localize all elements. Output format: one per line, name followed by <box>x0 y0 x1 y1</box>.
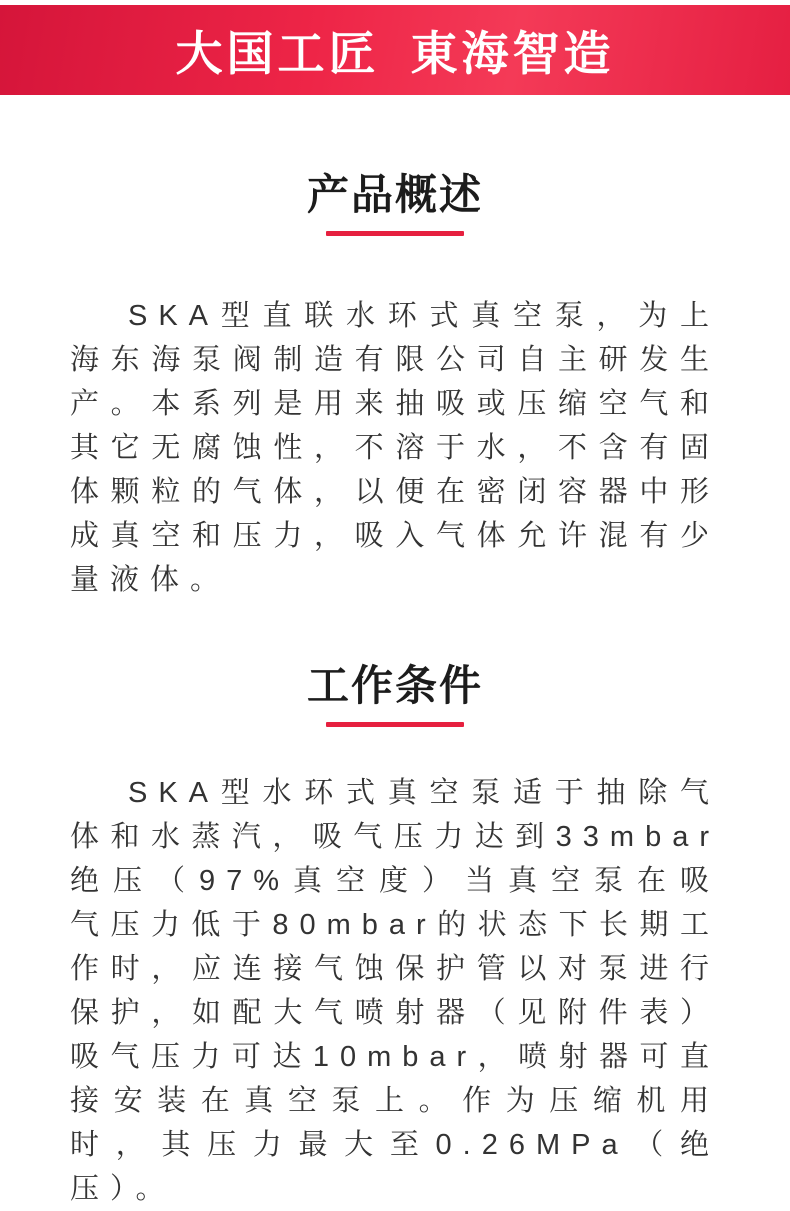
working-conditions-title: 工作条件 <box>306 662 483 709</box>
banner-title: 大国工匠 東海智造 <box>175 26 615 80</box>
title-underline <box>326 231 464 236</box>
title-underline <box>326 722 464 727</box>
product-overview-paragraph: SKA型直联水环式真空泵，为上海东海泵阀制造有限公司自主研发生产。本系列是用来抽吸或压缩空气和其它无腐蚀性，不溶于水，不含有固体颗粒的气体，以便在密闭容器中形成真空和压力，吸入气体允许混有少量液体。 <box>70 300 720 596</box>
brand-banner <box>0 5 790 95</box>
working-conditions-paragraph: SKA型水环式真空泵适于抽除气体和水蒸汽，吸气压力达到33mbar绝压（97%真空度）当真空泵在吸气压力低于80mbar的状态下长期工作时，应连接气蚀保护管以对泵进行保护，如配大气喷射器（见附件表）吸气压力可达10mbar，喷射器可直接安装在真空泵上。作为压缩机用时，其压力最大至0.26MPa（绝压）。 <box>70 777 720 1205</box>
product-overview-title: 产品概述 <box>306 171 483 218</box>
section-product-overview <box>0 171 790 602</box>
